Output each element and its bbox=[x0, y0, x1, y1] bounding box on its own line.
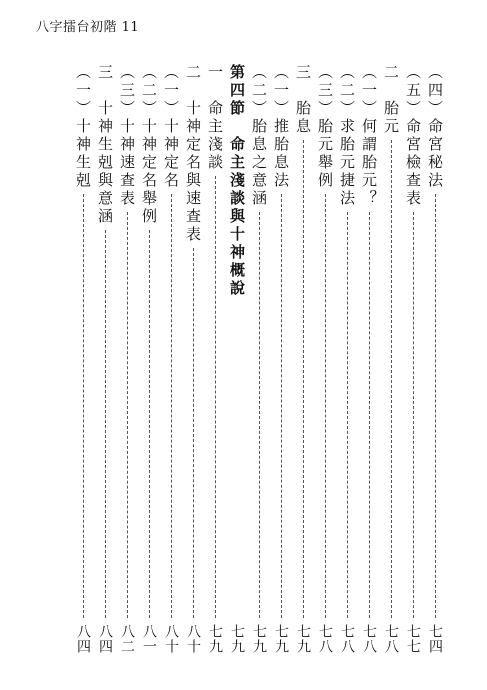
dot-leader bbox=[391, 140, 392, 618]
dot-leader bbox=[369, 212, 370, 618]
dot-leader bbox=[149, 230, 150, 618]
toc-entry-title: 二 十神定名與速查表 bbox=[184, 64, 202, 244]
toc-page-number: 七九 bbox=[229, 624, 245, 654]
running-head: 八字擂台初階 11 bbox=[36, 20, 140, 35]
toc-page-number: 八四 bbox=[75, 624, 91, 654]
toc-entry-title: （四）命宮秘法 bbox=[426, 64, 444, 190]
dot-leader bbox=[413, 212, 414, 618]
dot-leader bbox=[259, 212, 260, 618]
toc-page-number: 七四 bbox=[427, 624, 443, 654]
dot-leader bbox=[193, 248, 194, 618]
toc-entry-title: （五）命宮檢查表 bbox=[404, 64, 422, 208]
toc-page-number: 八一 bbox=[141, 624, 157, 654]
toc-page-number: 七九 bbox=[295, 624, 311, 654]
dot-leader bbox=[215, 176, 216, 618]
toc-entry bbox=[359, 64, 379, 654]
toc-entry-title: （一）十神定名 bbox=[162, 64, 180, 190]
toc-entry bbox=[403, 64, 423, 654]
toc-entry bbox=[73, 64, 93, 654]
dot-leader bbox=[83, 194, 84, 618]
toc-entry bbox=[337, 64, 357, 654]
toc-page-number: 七七 bbox=[405, 624, 421, 654]
toc-page-number: 七九 bbox=[251, 624, 267, 654]
toc-entry-title: （二）求胎元捷法 bbox=[338, 64, 356, 208]
toc-entry bbox=[161, 64, 181, 654]
dot-leader bbox=[347, 212, 348, 618]
toc-entry-title: 三 十神生剋與意涵 bbox=[96, 64, 114, 226]
dot-leader bbox=[127, 212, 128, 618]
dot-leader bbox=[105, 230, 106, 618]
toc-page-number: 八二 bbox=[119, 624, 135, 654]
toc-entry-title: （一）何謂胎元？ bbox=[360, 64, 378, 208]
toc-entry bbox=[139, 64, 159, 654]
dot-leader bbox=[303, 140, 304, 618]
toc-page-number: 七八 bbox=[383, 624, 399, 654]
dot-leader bbox=[325, 194, 326, 618]
toc-page-number: 七八 bbox=[317, 624, 333, 654]
toc-entry bbox=[227, 64, 247, 654]
toc-entry bbox=[315, 64, 335, 654]
toc-entry-title: 三 胎息 bbox=[294, 64, 312, 136]
dot-leader bbox=[435, 194, 436, 618]
dot-leader bbox=[171, 194, 172, 618]
toc-entry bbox=[249, 64, 269, 654]
toc-entry-title: （一）十神生剋 bbox=[74, 64, 92, 190]
toc-entry bbox=[271, 64, 291, 654]
toc-entry-title: （一）推胎息法 bbox=[272, 64, 290, 190]
section-heading: 第四節 命主淺談與十神概說 bbox=[228, 64, 246, 298]
toc-entry bbox=[117, 64, 137, 654]
toc-page-number: 七九 bbox=[273, 624, 289, 654]
toc-entry bbox=[183, 64, 203, 654]
toc-page-number: 八十 bbox=[163, 624, 179, 654]
toc-page-number: 八四 bbox=[97, 624, 113, 654]
toc-page-number: 七八 bbox=[339, 624, 355, 654]
toc-entry-title: 一 命主淺談 bbox=[206, 64, 224, 172]
toc-entry bbox=[95, 64, 115, 654]
toc-entry-title: （二）十神定名舉例 bbox=[140, 64, 158, 226]
toc-entry bbox=[205, 64, 225, 654]
toc-entry bbox=[381, 64, 401, 654]
toc-entry-title: 二 胎元 bbox=[382, 64, 400, 136]
toc-entry bbox=[293, 64, 313, 654]
toc-entry-title: （二）胎息之意涵 bbox=[250, 64, 268, 208]
toc-entry-title: （三）十神速查表 bbox=[118, 64, 136, 208]
toc-page-number: 七九 bbox=[207, 624, 223, 654]
dot-leader bbox=[281, 194, 282, 618]
toc-page-number: 八十 bbox=[185, 624, 201, 654]
toc-entry-title: （三）胎元舉例 bbox=[316, 64, 334, 190]
toc-page-number: 七八 bbox=[361, 624, 377, 654]
toc-entry bbox=[425, 64, 445, 654]
